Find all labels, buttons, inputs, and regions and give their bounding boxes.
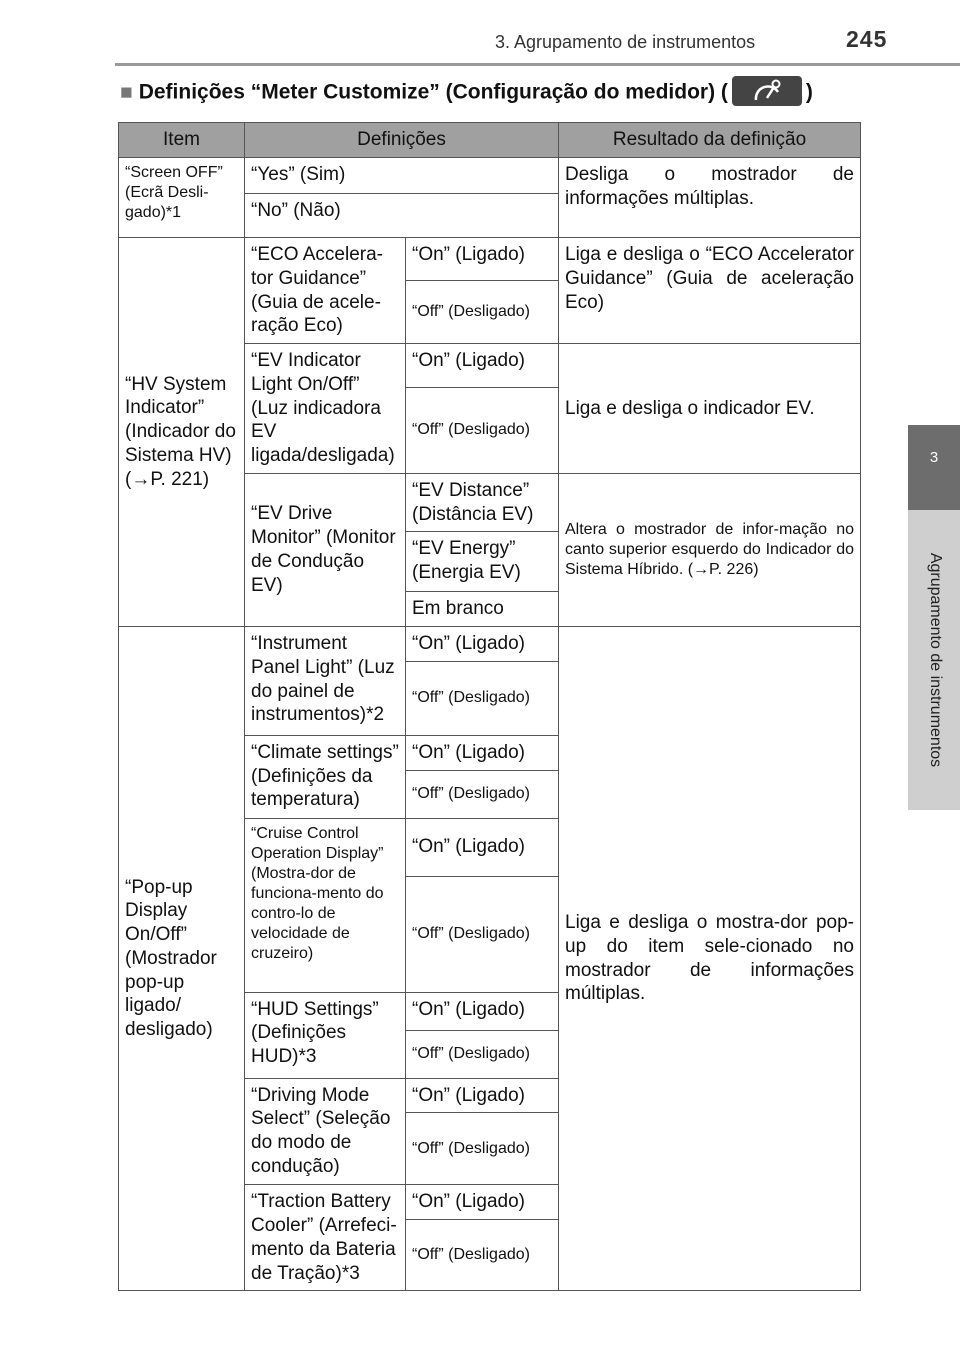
col-header-item: Item [119,123,245,158]
option-cell: “EV Energy” (Energia EV) [406,532,559,592]
result-cell: Altera o mostrador de infor-mação no canto superior esquerdo do Indicador do Sistema Híbrido. (→P. 226) [559,473,861,626]
option-cell: “On” (Ligado) [406,735,559,770]
table-row [119,238,861,281]
option-cell: “Off” (Desligado) [406,1113,559,1185]
option-cell: “On” (Ligado) [406,818,559,876]
setting-label-cell: “ECO Accelera-tor Guidance” (Guia de acele-ração Eco) [245,238,406,344]
option-cell: “On” (Ligado) [406,627,559,662]
result-cell: Liga e desliga o “ECO Accelerator Guidance” (Guia de aceleração Eco) [559,238,861,344]
item-cell: “Pop-up Display On/Off” (Mostrador pop-up ligado/ desligado) [119,627,245,1291]
result-cell: Desliga o mostrador de informações múltiplas. [559,158,861,238]
gauge-settings-icon [732,76,802,106]
option-cell: “Off” (Desligado) [406,876,559,992]
setting-label-cell: “EV Indicator Light On/Off” (Luz indicadora EV ligada/desligada) [245,344,406,474]
table-header-row [119,123,861,158]
option-cell: “On” (Ligado) [406,1078,559,1113]
option-cell: “Off” (Desligado) [406,1220,559,1291]
setting-label-cell: “Cruise Control Operation Display” (Mostra-dor de funciona-mento do contro-lo de velocidade de cruzeiro) [245,818,406,992]
chapter-tab-label: Agrupamento de instrumentos [927,552,944,768]
option-cell: “EV Distance” (Distância EV) [406,473,559,532]
section-title-end: ) [805,80,813,104]
section-title-text: Definições “Meter Customize” (Configuração do medidor) ( [138,80,728,104]
option-cell: “Off” (Desligado) [406,661,559,735]
option-cell: “On” (Ligado) [406,238,559,281]
option-cell: “On” (Ligado) [406,992,559,1030]
chapter-tab [908,425,960,510]
header-rule [115,63,960,66]
section-bullet: ■ [120,80,133,104]
option-cell: “Off” (Desligado) [406,770,559,818]
option-cell: “Yes” (Sim) [245,158,559,194]
setting-label-cell: “HUD Settings” (Definições HUD)*3 [245,992,406,1078]
section-title [120,80,813,106]
setting-label-cell: “Traction Battery Cooler” (Arrefeci-mento da Bateria de Tração)*3 [245,1185,406,1291]
setting-label-cell: “Driving Mode Select” (Seleção do modo de condução) [245,1078,406,1185]
option-cell: “On” (Ligado) [406,344,559,388]
option-cell: “No” (Não) [245,194,559,238]
col-header-result: Resultado da definição [559,123,861,158]
option-cell: Em branco [406,592,559,627]
item-cell: “HV System Indicator” (Indicador do Sistema HV) (→P. 221) [119,238,245,627]
chapter-title: 3. Agrupamento de instrumentos [495,32,756,52]
option-cell: “Off” (Desligado) [406,388,559,474]
setting-label-cell: “EV Drive Monitor” (Monitor de Condução EV) [245,473,406,626]
result-cell: Liga e desliga o indicador EV. [559,344,861,474]
result-cell: Liga e desliga o mostra-dor pop-up do item sele-cionado no mostrador de informações múltiplas. [559,627,861,1291]
table-row [119,627,861,662]
settings-table [118,122,861,1291]
page-number: 245 [846,26,888,52]
option-cell: “Off” (Desligado) [406,280,559,343]
setting-label-cell: “Instrument Panel Light” (Luz do painel de instrumentos)*2 [245,627,406,736]
item-cell: “Screen OFF” (Ecrã Desli-gado)*1 [119,158,245,238]
col-header-settings: Definições [245,123,559,158]
table-row [119,158,861,194]
setting-label-cell: “Climate settings” (Definições da temperatura) [245,735,406,818]
option-cell: “On” (Ligado) [406,1185,559,1220]
chapter-number: 3 [929,449,939,466]
option-cell: “Off” (Desligado) [406,1030,559,1078]
